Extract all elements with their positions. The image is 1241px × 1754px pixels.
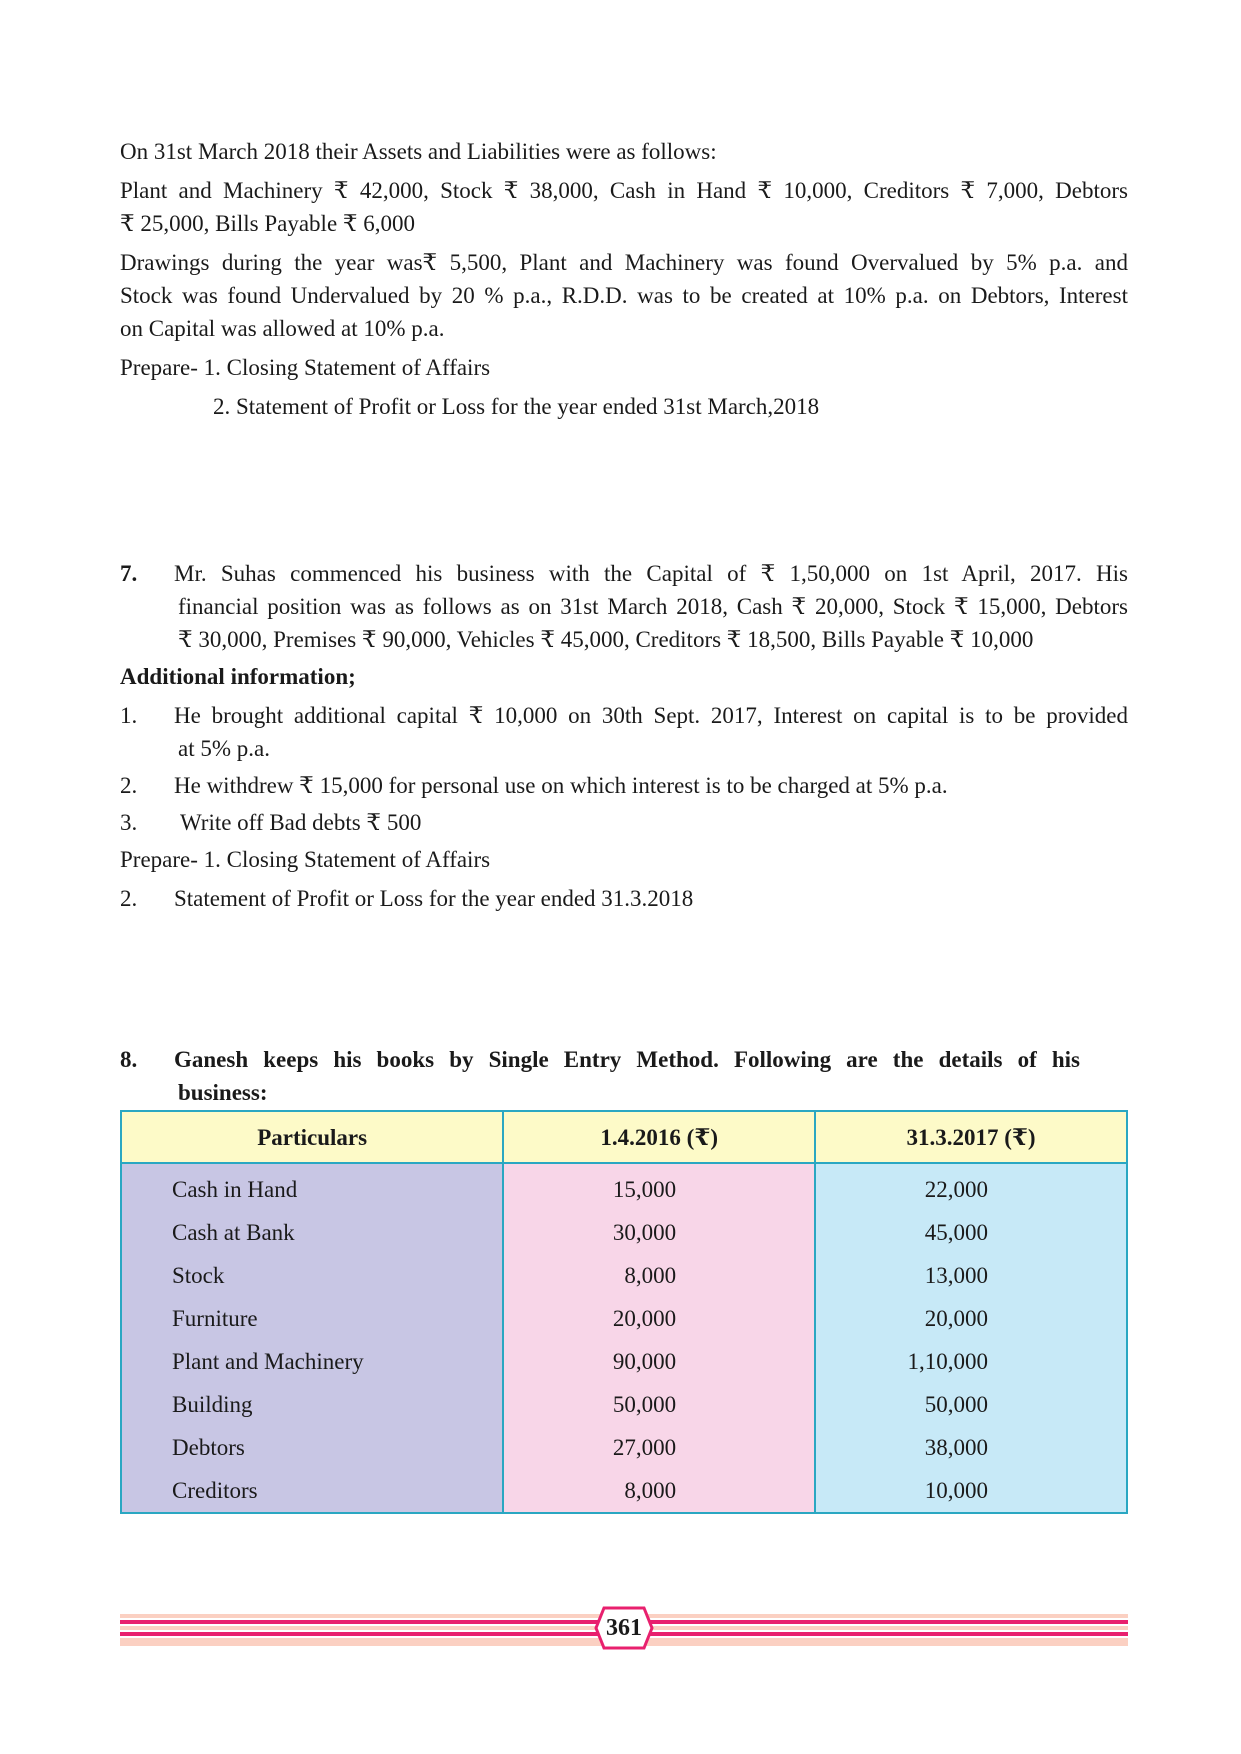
cell-closing: 38,000: [815, 1426, 1127, 1469]
header-opening-date: 1.4.2016 (₹): [503, 1111, 815, 1163]
cell-closing: 22,000: [815, 1163, 1127, 1211]
intro-assets-paragraph: [120, 174, 1128, 240]
cell-closing: 50,000: [815, 1383, 1127, 1426]
intro-drawings-line-b: Stock was found Undervalued by 20 % p.a., R.D.D. was to be created at 10% p.a. on Debtors, Interest: [120, 283, 1128, 308]
additional-info-item-2: [120, 769, 1128, 802]
table-row: [121, 1469, 1127, 1513]
item-2-text: He withdrew ₹ 15,000 for personal use on which interest is to be charged at 5% p.a.: [174, 773, 948, 798]
cell-closing: 13,000: [815, 1254, 1127, 1297]
intro-drawings-line-a: Drawings during the year was₹ 5,500, Plant and Machinery was found Overvalued by 5% p.a. and: [120, 250, 1128, 275]
question-8-number: 8.: [120, 1047, 138, 1072]
page-number-badge: [594, 1606, 654, 1650]
q7-prepare-2: [120, 882, 1128, 915]
cell-opening: 8,000: [503, 1254, 815, 1297]
table-row: [121, 1426, 1127, 1469]
table-row: [121, 1340, 1127, 1383]
page-number: 361: [606, 1615, 642, 1641]
cell-particular: Cash in Hand: [121, 1163, 503, 1211]
page-content: [120, 135, 1128, 1109]
question-8: [120, 1043, 1128, 1109]
cell-opening: 20,000: [503, 1297, 815, 1340]
intro-prepare-1: Prepare- 1. Closing Statement of Affairs: [120, 355, 491, 380]
question-7-text: [174, 557, 1128, 656]
question-8-line-2: business:: [178, 1080, 268, 1105]
cell-particular: Cash at Bank: [121, 1211, 503, 1254]
additional-info-heading: Additional information;: [120, 664, 356, 689]
cell-opening: 90,000: [503, 1340, 815, 1383]
question-7: [120, 557, 1128, 656]
cell-closing: 45,000: [815, 1211, 1127, 1254]
cell-opening: 15,000: [503, 1163, 815, 1211]
cell-opening: 8,000: [503, 1469, 815, 1513]
header-particulars: Particulars: [121, 1111, 503, 1163]
intro-line-1: On 31st March 2018 their Assets and Liabilities were as follows:: [120, 139, 717, 164]
table-row: [121, 1254, 1127, 1297]
page-footer: [120, 1604, 1128, 1654]
cell-opening: 30,000: [503, 1211, 815, 1254]
cell-particular: Stock: [121, 1254, 503, 1297]
question-8-text: [174, 1043, 1128, 1109]
item-2-number: 2.: [120, 773, 138, 798]
question-7-line-3: ₹ 30,000, Premises ₹ 90,000, Vehicles ₹ 45,000, Creditors ₹ 18,500, Bills Payable ₹ 10,000: [178, 627, 1034, 652]
q7-prepare-1: Prepare- 1. Closing Statement of Affairs: [120, 847, 491, 872]
question-7-line-2: financial position was as follows as on 31st March 2018, Cash ₹ 20,000, Stock ₹ 15,000, Debtors: [178, 594, 1128, 619]
cell-particular: Creditors: [121, 1469, 503, 1513]
item-1-line-1: He brought additional capital ₹ 10,000 on 30th Sept. 2017, Interest on capital is to be provided: [174, 703, 1128, 728]
intro-drawings-paragraph: [120, 246, 1128, 345]
question-7-number: 7.: [120, 561, 138, 586]
intro-assets-line-b: ₹ 25,000, Bills Payable ₹ 6,000: [120, 211, 416, 236]
cell-particular: Debtors: [121, 1426, 503, 1469]
table-row: [121, 1163, 1127, 1211]
intro-prepare-2: 2. Statement of Profit or Loss for the year ended 31st March,2018: [213, 394, 820, 419]
additional-info-item-3: [120, 806, 1128, 839]
cell-particular: Furniture: [121, 1297, 503, 1340]
cell-closing: 10,000: [815, 1469, 1127, 1513]
table-row: [121, 1297, 1127, 1340]
cell-opening: 27,000: [503, 1426, 815, 1469]
item-3-text: Write off Bad debts ₹ 500: [180, 810, 422, 835]
table-row: [121, 1211, 1127, 1254]
q7-prepare-2-text: Statement of Profit or Loss for the year ended 31.3.2018: [174, 886, 694, 911]
intro-assets-line-a: Plant and Machinery ₹ 42,000, Stock ₹ 38,000, Cash in Hand ₹ 10,000, Creditors ₹ 7,000, Debtors: [120, 178, 1128, 203]
question-7-line-1: Mr. Suhas commenced his business with the Capital of ₹ 1,50,000 on 1st April, 2017. His: [174, 561, 1128, 586]
additional-info-item-1: [120, 699, 1128, 765]
cell-opening: 50,000: [503, 1383, 815, 1426]
cell-closing: 20,000: [815, 1297, 1127, 1340]
intro-drawings-line-c: on Capital was allowed at 10% p.a.: [120, 316, 445, 341]
item-3-number: 3.: [120, 810, 138, 835]
item-1-line-2: at 5% p.a.: [178, 736, 270, 761]
item-1-number: 1.: [120, 703, 138, 728]
cell-particular: Building: [121, 1383, 503, 1426]
header-closing-date: 31.3.2017 (₹): [815, 1111, 1127, 1163]
item-1-text: [174, 699, 1128, 765]
question-8-line-1: Ganesh keeps his books by Single Entry Method. Following are the details of his: [174, 1047, 1080, 1072]
table-row: [121, 1383, 1127, 1426]
q7-prepare-2-number: 2.: [120, 886, 138, 911]
cell-closing: 1,10,000: [815, 1340, 1127, 1383]
table-header-row: [121, 1111, 1127, 1163]
cell-particular: Plant and Machinery: [121, 1340, 503, 1383]
balances-table: [120, 1110, 1128, 1514]
